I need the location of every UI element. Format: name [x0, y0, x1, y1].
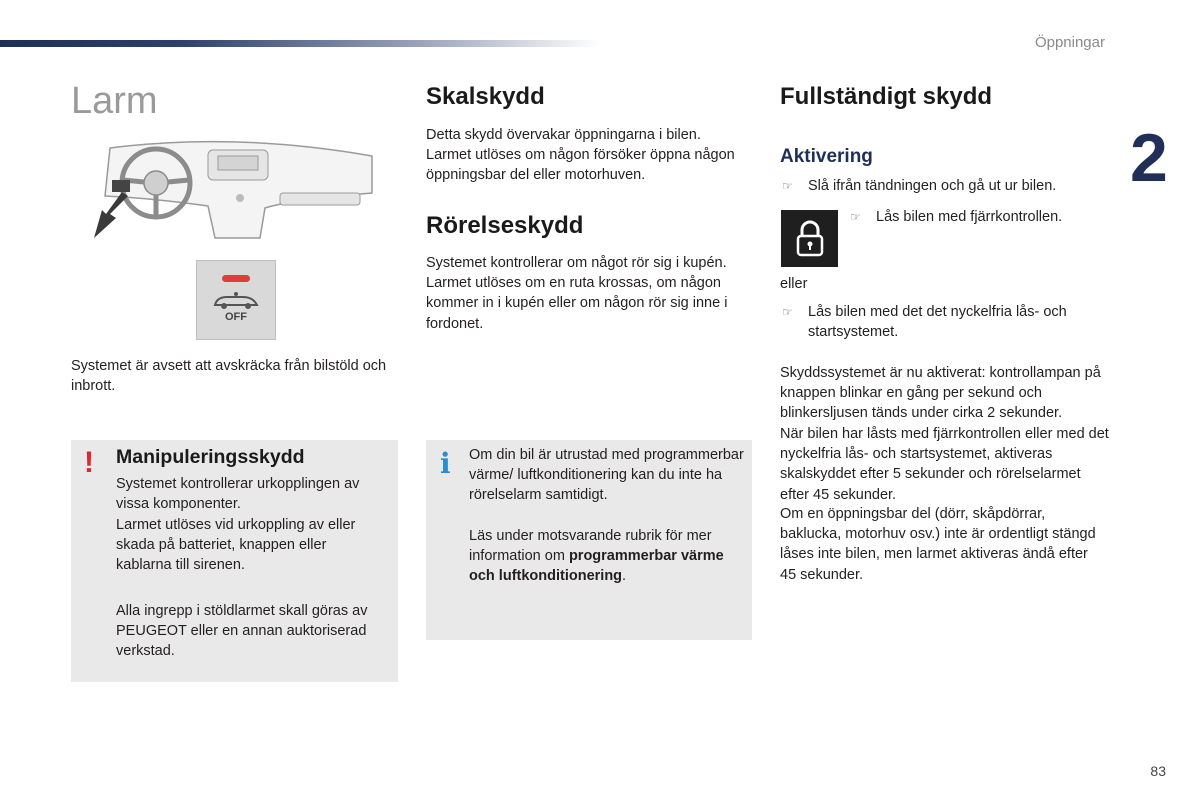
- alarm-off-button-illustration: [196, 260, 276, 340]
- activation-subtitle: Aktivering: [780, 146, 873, 167]
- indicator-led: [222, 275, 250, 282]
- header-gradient-bar: [0, 40, 600, 47]
- info-text-2-bold: programmerbar värme och luftkonditionering: [469, 548, 724, 585]
- dashboard-illustration: [90, 138, 380, 248]
- activation-step-3: [780, 302, 1128, 342]
- tamper-text-1: Systemet kontrollerar urkopplingen av vissa komponenter.: [116, 476, 360, 513]
- page-title: Larm: [71, 80, 158, 122]
- or-text: eller: [780, 276, 808, 292]
- step-1-text: Slå ifrån tändningen och gå ut ur bilen.: [808, 178, 1057, 194]
- page-number: 83: [1150, 763, 1166, 779]
- motion-protection-text: Systemet kontrollerar om något rör sig i kupén. Larmet utlöses om en ruta krossas, om någon kommer in i kupén eller om någon rör sig inne i fordonet.: [426, 255, 728, 332]
- warning-icon: !: [84, 446, 94, 479]
- activation-step-2: [848, 207, 1136, 227]
- shell-protection-text: Detta skydd övervakar öppningarna i bilen. Larmet utlöses om någon försöker öppna någon öppningsbar del eller motorhuven.: [426, 127, 735, 184]
- off-label: OFF: [225, 311, 247, 323]
- bullet-hand-icon: ☞: [782, 179, 793, 193]
- step-3-text: Lås bilen med det det nyckelfria lås- och startsystemet.: [808, 304, 1067, 341]
- bullet-hand-icon: ☞: [782, 305, 793, 319]
- chapter-number: 2: [1130, 120, 1168, 196]
- shell-protection-title: Skalskydd: [426, 83, 545, 110]
- motion-protection-title: Rörelseskydd: [426, 212, 584, 239]
- lock-icon: [781, 210, 838, 267]
- section-name: Öppningar: [1034, 34, 1105, 51]
- info-text-1: Om din bil är utrustad med programmerbar värme/ luftkonditionering kan du inte ha rörelselarm samtidigt.: [469, 447, 744, 504]
- tamper-text-3: Alla ingrepp i stöldlarmet skall göras av PEUGEOT eller en annan auktoriserad verkstad.: [116, 603, 368, 660]
- info-text-2-lead: Läs under motsvarande rubrik för mer information om: [469, 528, 712, 565]
- tamper-text-2: Larmet utlöses vid urkoppling av eller skada på batteriet, knappen eller kablarna till sirenen.: [116, 517, 356, 574]
- activation-para-3: Om en öppningsbar del (dörr, skåpdörrar, baklucka, motorhuv osv.) inte är ordentligt stängd låses inte bilen, men larmet aktiveras ändå efter 45 sekunder.: [780, 506, 1096, 583]
- full-protection-title: Fullständigt skydd: [780, 83, 993, 110]
- info-text-2: [469, 526, 747, 587]
- activation-step-1: [780, 176, 1138, 196]
- bullet-hand-icon: ☞: [850, 210, 861, 224]
- car-alarm-icon: [211, 291, 261, 311]
- info-text-2-end: .: [622, 568, 627, 585]
- info-icon: i: [440, 447, 451, 480]
- activation-para-2: När bilen har låsts med fjärrkontrollen eller med det nyckelfria lås- och startsystemet, aktiveras skalskyddet efter 5 sekunder och rörelselarmet efter 45 sekunder.: [780, 426, 1109, 503]
- activation-para-1: Skyddssystemet är nu aktiverat: kontrollampan på knappen blinkar en gång per sekund och blinkersljusen tänds under cirka 2 sekunder.: [780, 365, 1101, 422]
- intro-text: Systemet är avsett att avskräcka från bilstöld och inbrott.: [71, 358, 387, 395]
- tamper-box-title: Manipuleringsskydd: [116, 446, 305, 468]
- step-2-text: Lås bilen med fjärrkontrollen.: [876, 209, 1063, 225]
